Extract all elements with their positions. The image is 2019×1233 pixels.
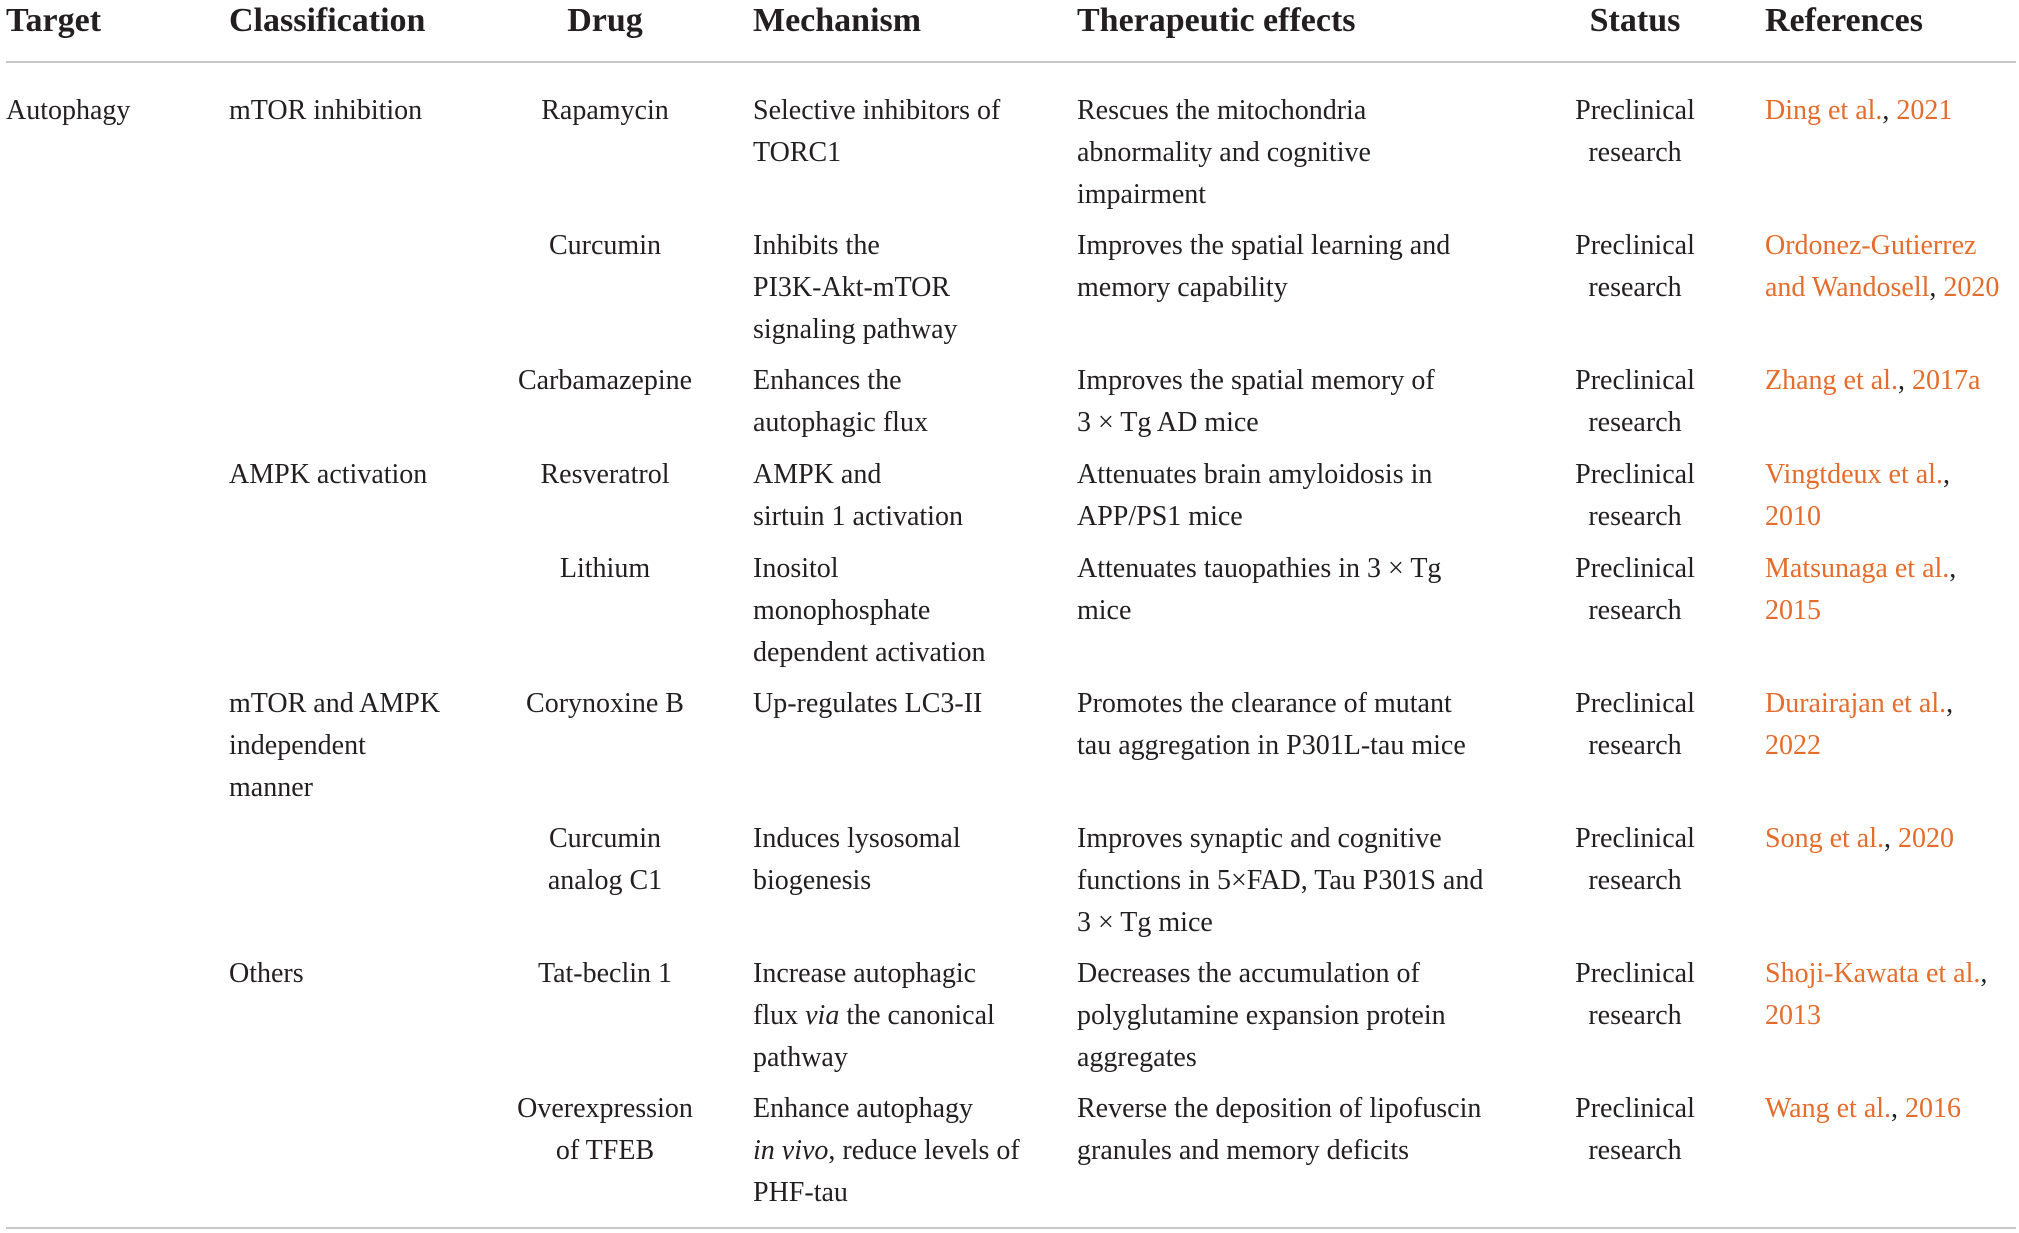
reference-line [1765, 548, 1956, 590]
reference-year-link[interactable]: 2021 [1896, 95, 1953, 126]
cell-reference [1765, 548, 1956, 632]
cell-drug: Rapamycin [541, 95, 669, 126]
reference-link[interactable]: and Wandosell [1765, 272, 1930, 303]
header-mechanism: Mechanism [753, 2, 922, 39]
line: research [1588, 137, 1682, 168]
line: Rescues the mitochondria [1077, 95, 1367, 126]
line: functions in 5×FAD, Tau P301S and [1077, 865, 1484, 896]
cell-reference [1765, 454, 1950, 538]
line: Overexpression [517, 1093, 693, 1124]
text-run: , reduce levels of [828, 1135, 1020, 1166]
line: research [1588, 595, 1682, 626]
header-divider [6, 61, 2016, 63]
line: manner [229, 772, 313, 803]
line: APP/PS1 mice [1077, 501, 1243, 532]
line: analog C1 [547, 865, 663, 896]
line: biogenesis [753, 865, 872, 896]
line: 3 × Tg AD mice [1077, 407, 1259, 438]
text-run: flux [753, 1000, 806, 1031]
line: research [1588, 272, 1682, 303]
reference-line [1765, 267, 1999, 309]
cell-mechanism [753, 225, 958, 351]
cell-classification [229, 683, 440, 809]
line: Inositol [753, 553, 839, 584]
header-therapeutic-effects: Therapeutic effects [1077, 2, 1356, 39]
reference-line [1765, 90, 1952, 132]
header-drug: Drug [567, 2, 643, 39]
line: mice [1077, 595, 1132, 626]
cell-status [1560, 454, 1710, 538]
reference-separator: , [1897, 365, 1912, 396]
reference-year-link[interactable]: 2013 [1765, 1000, 1821, 1031]
reference-line [1765, 225, 1999, 267]
reference-link[interactable]: Ordonez-Gutierrez [1765, 230, 1977, 261]
table-bottom-divider [6, 1227, 2016, 1229]
line: mTOR and AMPK [229, 688, 441, 719]
line: impairment [1077, 179, 1207, 210]
line: independent [229, 730, 366, 761]
cell-classification: Others [229, 958, 304, 989]
reference-year-link[interactable]: 2015 [1765, 595, 1821, 626]
cell-drug: Curcumin [549, 230, 661, 261]
line: Curcumin [549, 823, 661, 854]
line: memory capability [1077, 272, 1288, 303]
line: Induces lysosomal [753, 823, 961, 854]
cell-therapeutic [1077, 454, 1432, 538]
reference-separator: , [1929, 272, 1944, 303]
reference-link[interactable]: Wang et al. [1765, 1093, 1892, 1124]
line: Inhibits the [753, 230, 880, 261]
cell-drug: Resveratrol [540, 459, 670, 490]
cell-status [1560, 683, 1710, 767]
line: sirtuin 1 activation [753, 501, 963, 532]
line: autophagic flux [753, 407, 928, 438]
line: monophosphate [753, 595, 931, 626]
cell-status [1560, 818, 1710, 902]
line: Preclinical [1575, 459, 1695, 490]
line: research [1588, 1000, 1682, 1031]
reference-separator: , [1891, 1093, 1906, 1124]
header-references: References [1765, 2, 1923, 39]
line: Improves the spatial memory of [1077, 365, 1435, 396]
reference-line [1765, 818, 1954, 860]
cell-status [1560, 548, 1710, 632]
cell-reference [1765, 225, 1999, 309]
cell-drug: Carbamazepine [517, 365, 693, 396]
reference-year-link[interactable]: 2020 [1898, 823, 1954, 854]
header-target: Target [6, 2, 102, 39]
cell-therapeutic [1077, 1088, 1481, 1172]
cell-drug: Corynoxine B [526, 688, 684, 719]
cell-classification: mTOR inhibition [229, 95, 423, 126]
cell-status [1560, 360, 1710, 444]
reference-line [1765, 725, 1953, 767]
cell-therapeutic [1077, 818, 1483, 944]
line: dependent activation [753, 637, 986, 668]
line: AMPK and [753, 459, 882, 490]
italic-text: in vivo [753, 1135, 829, 1166]
reference-year-link[interactable]: 2017a [1911, 365, 1981, 396]
reference-link[interactable]: Shoji-Kawata et al. [1765, 958, 1981, 989]
reference-line [1765, 360, 1980, 402]
header-status: Status [1589, 2, 1681, 39]
reference-link[interactable]: Vingtdeux et al. [1765, 459, 1943, 490]
line: aggregates [1077, 1042, 1197, 1073]
line [753, 995, 995, 1037]
cell-classification: AMPK activation [229, 459, 428, 490]
cell-reference [1765, 1088, 1961, 1130]
line: research [1588, 1135, 1682, 1166]
line: polyglutamine expansion protein [1077, 1000, 1446, 1031]
reference-year-link[interactable]: 2010 [1765, 501, 1821, 532]
reference-line [1765, 590, 1956, 632]
cell-therapeutic [1077, 90, 1371, 216]
header-classification: Classification [229, 2, 426, 39]
reference-separator: , [1980, 958, 1988, 989]
line: research [1588, 730, 1682, 761]
text-run: the canonical [839, 1000, 995, 1031]
cell-therapeutic [1077, 225, 1450, 309]
line: 3 × Tg mice [1077, 907, 1213, 938]
line: granules and memory deficits [1077, 1135, 1410, 1166]
reference-line [1765, 1088, 1961, 1130]
cell-mechanism [753, 548, 985, 674]
line: Preclinical [1575, 688, 1695, 719]
reference-line [1765, 454, 1950, 496]
reference-year-link[interactable]: 2020 [1943, 272, 2000, 303]
cell-drug: Tat-beclin 1 [537, 958, 673, 989]
line: tau aggregation in P301L-tau mice [1077, 730, 1466, 761]
line: Preclinical [1575, 365, 1695, 396]
cell-drug [505, 1088, 705, 1172]
reference-line [1765, 953, 1987, 995]
reference-link[interactable]: Matsunaga et al. [1765, 553, 1950, 584]
line: of TFEB [555, 1135, 655, 1166]
cell-mechanism [753, 1088, 1020, 1214]
cell-reference [1765, 360, 1980, 402]
cell-status [1560, 953, 1710, 1037]
line: PHF-tau [753, 1177, 848, 1208]
cell-reference [1765, 818, 1954, 860]
line: TORC1 [753, 137, 842, 168]
cell-mechanism [753, 818, 961, 902]
cell-therapeutic [1077, 953, 1446, 1079]
line: research [1588, 865, 1682, 896]
line: Increase autophagic [753, 958, 977, 989]
line: Preclinical [1575, 958, 1695, 989]
line: Preclinical [1575, 823, 1695, 854]
line: Enhances the [753, 365, 902, 396]
cell-drug [505, 818, 705, 902]
reference-year-link[interactable]: 2022 [1765, 730, 1821, 761]
cell-reference [1765, 90, 1952, 132]
cell-drug: Lithium [559, 553, 651, 584]
reference-year-link[interactable]: 2016 [1905, 1093, 1962, 1124]
reference-separator: , [1949, 553, 1957, 584]
cell-mechanism [753, 683, 982, 725]
line: Preclinical [1575, 553, 1695, 584]
line: Improves synaptic and cognitive [1077, 823, 1442, 854]
line: Enhance autophagy [753, 1093, 974, 1124]
reference-link[interactable]: Song et al. [1765, 823, 1884, 854]
line: Selective inhibitors of [753, 95, 1001, 126]
cell-reference [1765, 953, 1987, 1037]
line: Decreases the accumulation of [1077, 958, 1420, 989]
reference-line [1765, 995, 1987, 1037]
reference-line [1765, 496, 1950, 538]
line: signaling pathway [753, 314, 958, 345]
reference-separator: , [1946, 688, 1954, 719]
cell-target: Autophagy [6, 95, 131, 126]
line: research [1588, 501, 1682, 532]
cell-therapeutic [1077, 548, 1441, 632]
cell-status [1560, 1088, 1710, 1172]
cell-therapeutic [1077, 360, 1435, 444]
line: Up-regulates LC3-II [753, 688, 983, 719]
line: Reverse the deposition of lipofuscin [1077, 1093, 1482, 1124]
reference-separator: , [1884, 823, 1898, 854]
line: Preclinical [1575, 1093, 1695, 1124]
line [753, 1130, 1020, 1172]
line: Preclinical [1575, 230, 1695, 261]
cell-reference [1765, 683, 1953, 767]
reference-separator: , [1882, 95, 1897, 126]
cell-mechanism [753, 454, 963, 538]
reference-link[interactable]: Zhang et al. [1765, 365, 1898, 396]
line: pathway [753, 1042, 848, 1073]
italic-text: via [805, 1000, 840, 1031]
cell-therapeutic [1077, 683, 1466, 767]
reference-link[interactable]: Ding et al. [1765, 95, 1883, 126]
reference-line [1765, 683, 1953, 725]
line: Promotes the clearance of mutant [1077, 688, 1452, 719]
line: Attenuates tauopathies in 3 × Tg [1077, 553, 1442, 584]
line: Preclinical [1575, 95, 1695, 126]
cell-status [1560, 90, 1710, 174]
cell-status [1560, 225, 1710, 309]
cell-mechanism [753, 90, 1000, 174]
line: PI3K-Akt-mTOR [753, 272, 951, 303]
line: research [1588, 407, 1682, 438]
reference-link[interactable]: Durairajan et al. [1765, 688, 1947, 719]
line: Attenuates brain amyloidosis in [1077, 459, 1433, 490]
line: abnormality and cognitive [1077, 137, 1371, 168]
cell-mechanism [753, 953, 995, 1079]
line: Improves the spatial learning and [1077, 230, 1451, 261]
cell-mechanism [753, 360, 928, 444]
reference-separator: , [1942, 459, 1950, 490]
